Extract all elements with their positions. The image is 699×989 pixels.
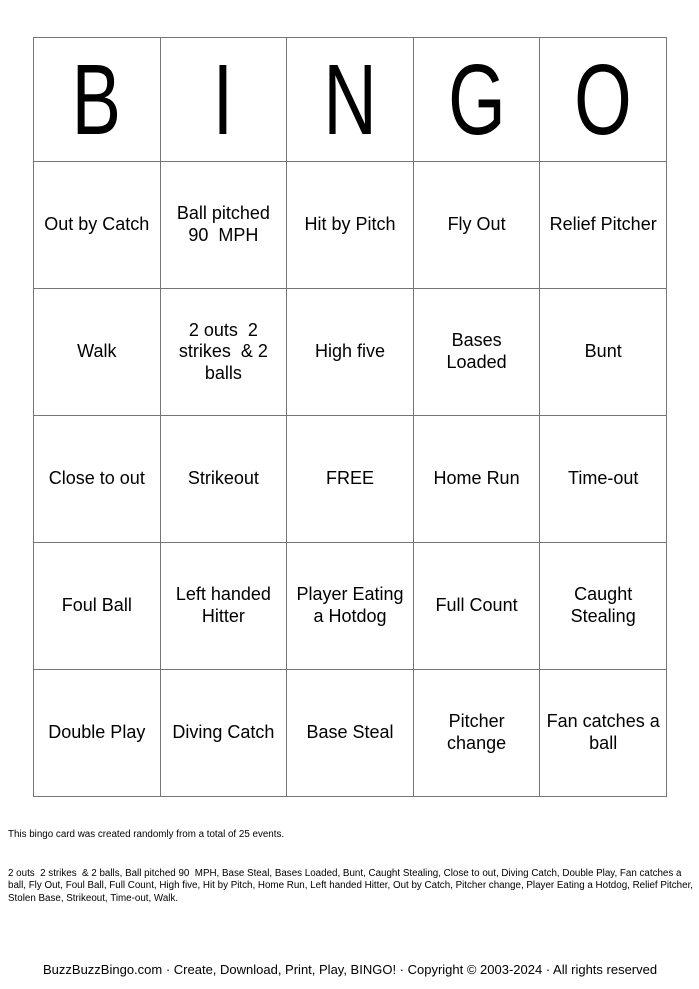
bingo-card-table [33,37,667,797]
bingo-letter-g: G [447,43,506,156]
bingo-cell-r3c5: Time-out [540,416,667,543]
bingo-cell-r1c3: Hit by Pitch [287,162,414,289]
bingo-cell-r1c4: Fly Out [413,162,540,289]
card-footer-note: This bingo card was created randomly from a total of 25 events. [8,829,285,841]
site-credit-line: BuzzBuzzBingo.com · Create, Download, Print, Play, BINGO! · Copyright © 2003-2024 · All rights reserved [43,962,658,977]
bingo-cell-r5c2: Diving Catch [160,670,287,797]
bingo-cell-r4c2: Left handed Hitter [160,543,287,670]
bingo-cell-r4c4: Full Count [413,543,540,670]
bingo-cell-r2c1: Walk [34,289,161,416]
bingo-cell-r3c4: Home Run [413,416,540,543]
bingo-cell-r5c5: Fan catches a ball [540,670,667,797]
bingo-cell-r4c1: Foul Ball [34,543,161,670]
bingo-cell-r2c3: High five [287,289,414,416]
bingo-cell-r4c3: Player Eating a Hotdog [287,543,414,670]
bingo-cell-r4c5: Caught Stealing [540,543,667,670]
bingo-cell-r5c3: Base Steal [287,670,414,797]
bingo-header-row [34,38,667,162]
card-footer [8,804,694,931]
bingo-cell-r5c1: Double Play [34,670,161,797]
bingo-cell-r5c4: Pitcher change [413,670,540,797]
bingo-header-cell-o [540,38,667,162]
bingo-letter-o: O [574,43,632,156]
bingo-row-2 [34,289,667,416]
bingo-cell-r2c4: Bases Loaded [413,289,540,416]
bingo-header-cell-g [413,38,540,162]
bingo-letter-i: I [213,43,234,156]
bingo-row-3 [34,416,667,543]
bingo-cell-r1c2: Ball pitched 90 MPH [160,162,287,289]
bingo-row-1 [34,162,667,289]
bingo-letter-n: N [323,43,377,156]
bingo-header-cell-b [34,38,161,162]
bingo-letter-b: B [72,43,122,156]
bingo-row-5 [34,670,667,797]
bingo-cell-free: FREE [287,416,414,543]
bingo-cell-r1c5: Relief Pitcher [540,162,667,289]
bingo-cell-r3c2: Strikeout [160,416,287,543]
bingo-header-cell-i [160,38,287,162]
bingo-cell-r2c2: 2 outs 2 strikes & 2 balls [160,289,287,416]
card-footer-events-list: 2 outs 2 strikes & 2 balls, Ball pitched 90 MPH, Base Steal, Bases Loaded, Bunt, Caught Stealing, Close to out, Diving Catch, Double Play, Fan catches a ball, Fly Out, Foul Ball, Full Count, High five, Hit by Pitch, Home Run, Left handed Hitter, Out by Catch, Pitcher change, Player Eating a Hotdog, Relief Pitcher, Stolen Base, Strikeout, Time-out, Walk. [8,867,696,904]
bingo-cell-r2c5: Bunt [540,289,667,416]
bingo-cell-r1c1: Out by Catch [34,162,161,289]
bingo-row-4 [34,543,667,670]
bingo-cell-r3c1: Close to out [34,416,161,543]
bingo-header-cell-n [287,38,414,162]
